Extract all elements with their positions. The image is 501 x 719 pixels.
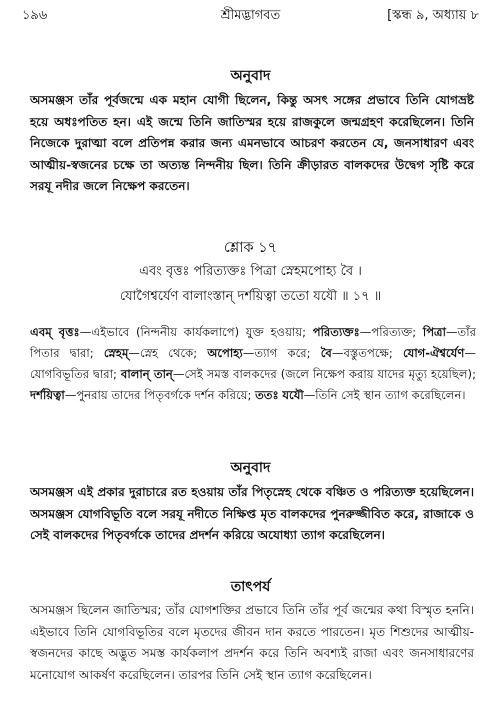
synonym-meaning: —এইভাবে (নিন্দনীয় কার্যকলাপে) যুক্ত হওয়ায়; <box>79 325 313 339</box>
synonym-word: ততঃ <box>255 388 279 402</box>
purport-text: অসমঞ্জস ছিলেন জাতিস্মর; তাঁর যোগশক্তির প্রভাবে তিনি তাঁর পূর্ব জন্মের কথা বিস্মৃত হননি। এইভাবে তিনি যোগবিভূতির বলে মৃতদের জীবন দান করতে পারতেন। মৃত শিশুদের আত্মীয়-স্বজনদের কাছে অদ্ভুত সমস্ত কার্যকলাপ প্রদর্শন করে তিনি অবশ্যই রাজা এবং জনসাধারণের মনোযোগ আকর্ষণ করেছিলেন। তারপর তিনি সেই স্থান ত্যাগ করেছিলেন। <box>30 603 474 682</box>
purport-heading: তাৎপর্য <box>230 579 271 595</box>
verse-title: শ্লোক ১৭ <box>223 240 278 256</box>
translation-text-2: অসমঞ্জস এই প্রকার দুরাচারে রত হওয়ায় তাঁর পিতৃস্নেহ থেকে বঞ্চিত ও পরিত্যক্ত হয়েছিলেন। অসমঞ্জস যোগবিভূতি বলে সরযূ নদীতে নিক্ষিপ্ত মৃত বালকদের পুনরুজ্জীবিত করে, রাজাকে ও সেই বালকদের পিতৃবর্গকে তাদের প্রদর্শন করিয়ে অযোধ্যা ত্যাগ করেছিলেন। <box>30 485 474 542</box>
book-title: শ্রীমদ্ভাগবত <box>220 8 281 23</box>
synonym-word: বৈ <box>320 346 332 360</box>
synonym-meaning: —পুনরায় তাদের পিতৃবর্গকে দর্শন করিয়ে; <box>64 388 256 402</box>
synonym-meaning: —যোগবিভূতির দ্বারা; <box>30 346 476 381</box>
verse-line-1: এবং বৃত্তঃ পরিত্যক্তঃ পিত্রা স্নেহমপোহ্য বৈ । <box>139 264 362 279</box>
page-header <box>22 6 479 26</box>
synonym-meaning: —তাঁর পিতার দ্বারা; <box>30 325 476 360</box>
synonym-word: যোগ-ঐশ্বর্যেণ <box>402 346 465 360</box>
synonym-word: অপোহ্য <box>207 346 243 360</box>
synonym-meaning: —স্নেহ থেকে; <box>128 346 208 360</box>
page-number: ১৯৬ <box>22 8 48 23</box>
translation-heading-2: অনুবাদ <box>230 460 271 476</box>
synonym-word: দর্শয়িত্বা <box>30 388 65 402</box>
word-meanings <box>30 322 476 406</box>
verse-line-2: যোগৈশ্বর্যেণ বালাংস্তান্ দর্শয়িত্বা ততো যযৌ ॥ ১৭ ॥ <box>119 289 382 304</box>
synonym-meaning: —পরিত্যক্ত; <box>359 325 423 339</box>
synonym-meaning: —ত্যাগ করে; <box>242 346 321 360</box>
synonym-meaning: —বস্তুতপক্ষে; <box>331 346 403 360</box>
synonym-word: যযৌ <box>282 388 304 402</box>
synonym-word: পরিত্যক্তঃ <box>312 325 360 339</box>
translation-text: অসমঞ্জস তাঁর পূর্বজন্মে এক মহান যোগী ছিলেন, কিন্তু অসৎ সঙ্গের প্রভাবে তিনি যোগভ্রষ্ট হয়ে অধঃপতিত হন। এই জন্মে তিনি জাতিস্মর হয়ে রাজকুলে জন্মগ্রহণ করেছিলেন। তিনি নিজেকে দুরাত্মা বলে প্রতিপন্ন করার জন্য এমনভাবে আচরণ করতেন যে, জনসাধারণ এবং আত্মীয়-স্বজনের চক্ষে তা অত্যন্ত নিন্দনীয় ছিল। তিনি ক্রীড়ারত বালকদের উদ্বেগ সৃষ্টি করে সরযূ নদীর জলে নিক্ষেপ করতেন। <box>30 93 474 193</box>
synonym-word: বালান্ তান্ <box>120 367 173 381</box>
translation-heading: অনুবাদ <box>230 68 271 84</box>
synonym-word: স্নেহম্ <box>103 346 129 360</box>
synonym-meaning: —সেই সমস্ত বালকদের (জলে নিক্ষেপ করায় যাদের মৃত্যু হয়েছিল); <box>172 367 476 381</box>
chapter-reference: [স্কন্ধ ৯, অধ্যায় ৮ <box>387 8 479 23</box>
synonym-word: এবম্ বৃত্তঃ <box>30 325 80 339</box>
synonym-meaning: —তিনি সেই স্থান ত্যাগ করেছিলেন। <box>303 388 466 402</box>
synonym-word: পিত্রা <box>422 325 446 339</box>
